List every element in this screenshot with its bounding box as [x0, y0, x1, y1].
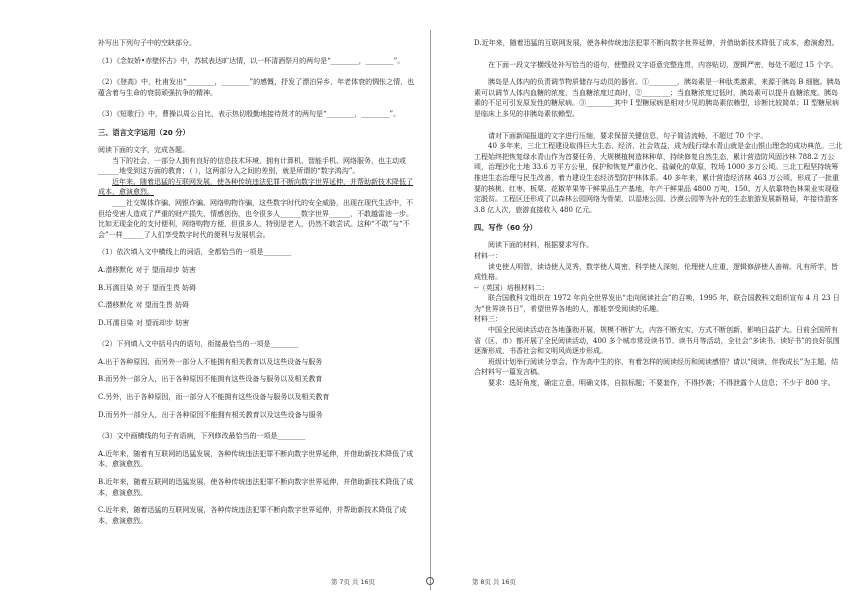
sub-question-1: （1）依次填入文中横线上的词语，全都恰当的一项是________: [98, 248, 292, 257]
writing-instruction: 阅读下面的材料，根据要求写作。: [488, 241, 593, 250]
fill-intro: 补写出下列句子中的空缺部分。: [98, 39, 196, 47]
center-circle-icon: [426, 577, 434, 585]
sub1-option-b: B.耳濡目染 对于 望而生畏 妨碍: [98, 283, 197, 292]
material-1-label: 材料一：: [474, 251, 502, 260]
material-2: 联合国教科文组织在 1972 年向全世界发出“走向阅读社会”的召唤，1995 年，联合国教科文组织宣布 4 月 23 日为“世界读书日”，希望世界各地的人，都能享受阅读的乐趣。: [474, 294, 840, 313]
question-2: （2）《登高》中，杜甫发出“________，________”的感慨，抒发了漂泊异乡、年老体衰的惆怅之情，也蕴含着与生命的衰弱顽强抗争的精神。: [98, 78, 415, 97]
sub2-option-c: C.另外，出于各种原因，而一部分人不能拥有这些设备与服务以及相关教育: [98, 393, 330, 402]
sub1-option-d: D.耳濡目染 对 望而却步 妨害: [98, 318, 190, 327]
question-1: （1）《念奴娇•赤壁怀古》中，苏轼表达旷达情，以一杯清酒祭月的两句是“________，________”。: [98, 56, 405, 65]
sub-question-3: （3）文中画横线的句子有语病，下列修改最恰当的一项是________: [98, 432, 306, 441]
passage-para-2: 近年来，随着迅猛的互联网发展，使各种传统违法犯罪不断向数字世界延伸，并帮助新技术降低了成本，愈演愈烈。: [98, 177, 413, 197]
writing-task: 班级计划举行阅读分享会，作为高中生的你，有着怎样的阅读经历和阅读感悟？请以“阅读，伴我成长”为主题，结合材料写一篇发言稿。: [474, 357, 839, 377]
material-1: 读史使人明智，读诗使人灵秀，数学使人周密，科学使人深刻，伦理使人庄重，逻辑修辞使人善辩。凡有所学，皆成性格。: [474, 262, 838, 282]
left-page-number: 第 7页 共 16页: [331, 578, 375, 586]
material-1-source: --（英国）培根材料二：: [474, 283, 549, 292]
writing-requirements: 要求：选好角度，确定立意，明确文体，自拟标题；不要套作，不得抄袭；不得泄露个人信息；不少于 800 字。: [488, 379, 835, 388]
sub3-option-a: A.近年来，随着有互联网的迅猛发展，各种传统违法犯罪不断向数字世界延伸，并借助新技术降低了成本，愈演愈烈。: [98, 449, 414, 469]
question-3: （3）《短歌行》中，曹操以周公自比，表示热切殷勤地接待贤才的两句是“________，________”。: [98, 110, 401, 119]
insulin-passage: 胰岛是人体内的负责调节物质储存与动员的器官。①________，胰岛素是一种肽类激素，来源于胰岛 B 细胞。胰岛素可以调节人体内血糖的浓度，当血糖浓度过高时，②________；当血糖浓度过低时，胰岛素可以提升血糖浓度。胰岛素的不足可引发原发性的糖尿病。③________其中 I 型糖尿病是相对少见的胰岛素依赖型，诊断比较简单；II 型糖尿病是临床上多见的非胰岛素依赖型。: [474, 78, 841, 118]
right-page-number: 第 8页 共 16页: [472, 578, 516, 586]
material-3: 中国全民阅读活动在各地蓬勃开展，规模不断扩大，内容不断充实，方式不断创新，影响日益扩大。日前全国所有省（区、市）都开展了全民阅读活动，400 多个城市常设读书节、读书月等活动，全社会“多读书、读好书”的良好氛围逐渐形成，书香社会和文明风尚逐步形成。: [474, 326, 840, 356]
sub3-option-c: C.近年来，随着迅猛的互联网发展，各种传统违法犯罪不断向数字世界延伸，并帮助新技术降低了成本，愈演愈烈。: [98, 506, 407, 525]
sub2-option-d: D.而另外一部分人，出于各种原因不能拥有相关教育以及这些设备与服务: [98, 410, 323, 419]
sub3-option-d: D.近年来，随着迅猛的互联网发展，使各种传统违法犯罪不断向数字世界延伸，并借助新技术降低了成本，愈演愈烈。: [474, 39, 839, 47]
news-question: 请对下面新闻报道的文字进行压缩，要求保留关键信息，句子简洁流畅，不超过 70 个字。: [488, 131, 768, 140]
sub2-option-b: B.而另外一部分人，出于各种原因不能拥有这些设备与服务以及相关教育: [98, 375, 323, 384]
sub2-option-a: A.出于各种原因，而另外一部分人不能拥有相关教育以及这些设备与服务: [98, 357, 323, 366]
material-3-label: 材料三：: [474, 315, 502, 324]
sub3-option-b: B.近年来，随着互联网的迅猛发展，使各种传统违法犯罪不断向数字世界延伸，并借助新技术降低了成本，愈演愈烈。: [98, 478, 414, 497]
fill-question: 在下面一段文字横线处补写恰当的语句，使整段文字语意完整连贯，内容贴切，逻辑严密，每处不超过 15 个字。: [488, 60, 838, 69]
read-instruction: 阅读下面的文字，完成各题。: [98, 145, 189, 154]
passage-para-1: 当下的社会，一部分人拥有良好的信息技术环境，拥有计算机、智能手机、网络服务，也主动或______地受到这方面的教育；（ ），这两部分人之间的差别，就是所谓的“数字鸿沟”。: [98, 156, 406, 176]
section-3-heading: 三、语言文字运用（20 分）: [98, 127, 190, 137]
sub1-option-a: A.潜移默化 对于 望而却步 妨害: [98, 265, 196, 274]
news-passage: 40 多年来，三北工程建设取得巨大生态、经济、社会效益，成为践行绿水青山就是金山银山理念的成功典范。三北工程始终把恢复绿水青山作为首要任务，大规模植树造林种草，持续修复自然生态，累计营造防风固沙林 788.2 万公顷，治理沙化土地 33.6 万平方公里，保护和恢复严重沙化、盐碱化的草原，牧场 1000 多万公顷。三北工程坚持统筹推进生态治理与民生改善，着力建设生态经济型防护林体系。40 多年来，累计营造经济林 463 万公顷，形成了一批重要的核桃、红枣、板栗、花椒苹果等干鲜果品生产基地，年产干鲜果品 4800 万吨，150。万人依靠特色林果业实现稳定脱贫。工程区还形成了以森林公园网络为骨架，以湿地公园、沙漠公园等为补充的生态旅游发展新格局，年接待游客 3.8 亿人次，旅游直接收入 480 亿元。: [474, 142, 843, 214]
sub-question-2: （2）下列填入文中括号内的语句，衔接最恰当的一项是________: [98, 340, 299, 349]
passage-para-3: ____社交媒体诈骗、网银诈骗、网络购物诈骗，这些数字时代的安全威胁，出现在现代生活中，不但给受害人造成了严重的财产损失、情感创伤，也令很多人______数字世界______，不敢越雷池一步。比如无现金化的支付便利，网络购物方便，但很多人，特别是老人，仍然不敢尝试。这种“不敢”与“不会”一样______了人们享受数字时代的便利与发展机会。: [98, 198, 413, 239]
right-page: [430, 0, 860, 608]
sub1-option-c: C.潜移默化 对 望而生畏 妨碍: [98, 301, 190, 310]
section-4-heading: 四、写作（60 分）: [474, 223, 537, 233]
